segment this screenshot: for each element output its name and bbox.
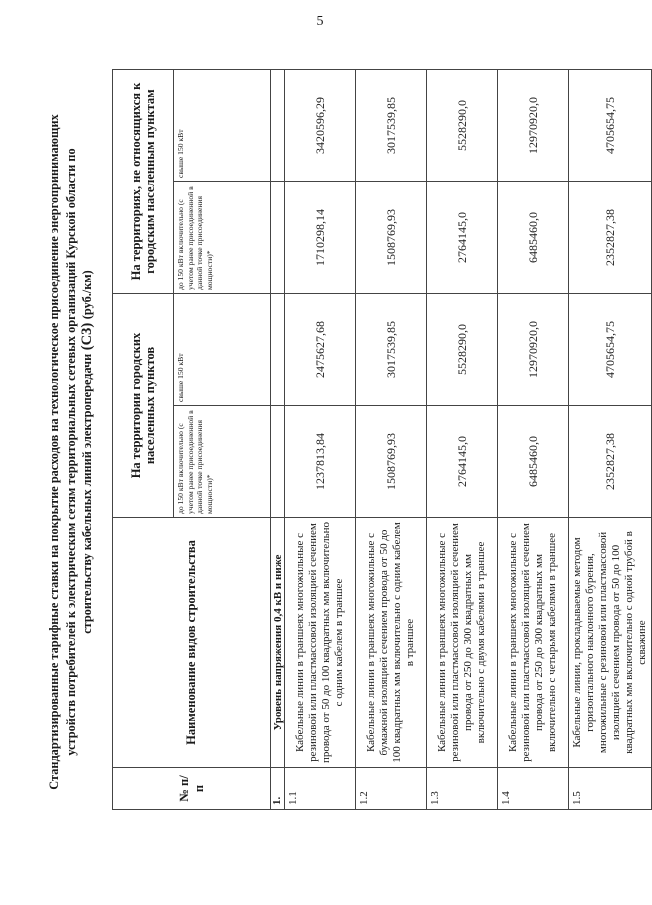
row-number: 1.5 [569,768,652,810]
row-name: Кабельные линии, прокладываемые методом горизонтального наклонного бурения, многожильные с резиновой или пластмассовой изоляцией сечением провода от 50 до 100 квадратных мм включительно с одной трубой в скважине [569,518,652,768]
table-row [427,70,498,810]
value-rural-upto-150: 6485460,0 [498,182,569,294]
page-number: 5 [316,14,324,29]
value-urban-over-150: 2475627,68 [285,294,356,406]
column-header-name: Наименование видов строительства [113,518,271,768]
row-number: 1.4 [498,768,569,810]
title-line-3-text: строительству кабельных линий электропередачи [80,353,94,634]
row-name: Кабельные линии в траншеях многожильные с резиновой или пластмассовой изоляцией сечением провода от 50 до 100 квадратных мм включительно с одним кабелем в траншее [285,518,356,768]
table-row [569,70,652,810]
value-rural-over-150: 4705654,75 [569,70,652,182]
table-row [356,70,427,810]
subheader-urban-over-150: свыше 150 кВт [174,294,271,406]
value-rural-over-150: 12970920,0 [498,70,569,182]
row-name: Кабельные линии в траншеях многожильные с резиновой или пластмассовой изоляцией сечением провода от 250 до 300 квадратных мм включительно с двумя кабелями в траншее [427,518,498,768]
value-rural-over-150: 3420596,29 [285,70,356,182]
empty-cell [271,70,285,182]
tariff-table [112,69,652,810]
subheader-rural-upto-150: до 150 кВт включительно (с учетом ранее присоединенной в данной точке присоединения мощности)* [174,182,271,294]
group-header-urban: На территории городских населенных пунктов [113,294,174,518]
rotated-document-body [40,42,648,862]
level-number: 1. [271,768,285,810]
empty-cell [271,294,285,406]
value-urban-upto-150: 2764145,0 [427,406,498,518]
subheader-rural-over-150: свыше 150 кВт [174,70,271,182]
value-urban-upto-150: 6485460,0 [498,406,569,518]
row-name: Кабельные линии в траншеях многожильные с бумажной изоляцией сечением провода от 50 до 100 квадратных мм включительно с одним кабелем в траншее [356,518,427,768]
title-line-3 [79,52,96,852]
row-number: 1.1 [285,768,356,810]
title-line-2: устройств потребителей к электрическим сетям территориальных сетевых организаций Курской области по [63,148,78,756]
value-rural-upto-150: 1508769,93 [356,182,427,294]
value-urban-upto-150: 2352827,38 [569,406,652,518]
table-row [285,70,356,810]
title-unit: (руб./км) [80,270,94,320]
value-rural-over-150: 5528290,0 [427,70,498,182]
value-urban-upto-150: 1237813,84 [285,406,356,518]
group-header-rural: На территориях, не относящихся к городским населенным пунктам [113,70,174,294]
value-urban-over-150: 4705654,75 [569,294,652,406]
level-label: Уровень напряжения 0,4 кВ и ниже [271,518,285,768]
value-rural-upto-150: 1710298,14 [285,182,356,294]
value-urban-over-150: 12970920,0 [498,294,569,406]
empty-cell [271,182,285,294]
empty-cell [271,406,285,518]
value-urban-over-150: 3017539,85 [356,294,427,406]
row-number: 1.3 [427,768,498,810]
row-name: Кабельные линии в траншеях многожильные с резиновой или пластмассовой изоляцией сечением провода от 250 до 300 квадратных мм включительно с четырьмя кабелями в траншее [498,518,569,768]
title-line-1: Стандартизированные тарифные ставки на покрытие расходов на технологическое присоединение энергопринимающих [47,114,61,790]
voltage-level-row [271,70,285,810]
value-rural-over-150: 3017539,85 [356,70,427,182]
value-rural-upto-150: 2352827,38 [569,182,652,294]
row-number: 1.2 [356,768,427,810]
title-code: (С3) [79,319,95,354]
table-header-row [113,70,174,810]
subheader-urban-upto-150: до 150 кВт включительно (с учетом ранее присоединенной в данной точке присоединения мощности)* [174,406,271,518]
table-row [498,70,569,810]
value-rural-upto-150: 2764145,0 [427,182,498,294]
column-header-number: № п/п [113,768,271,810]
document-title [46,52,96,852]
value-urban-upto-150: 1508769,93 [356,406,427,518]
value-urban-over-150: 5528290,0 [427,294,498,406]
